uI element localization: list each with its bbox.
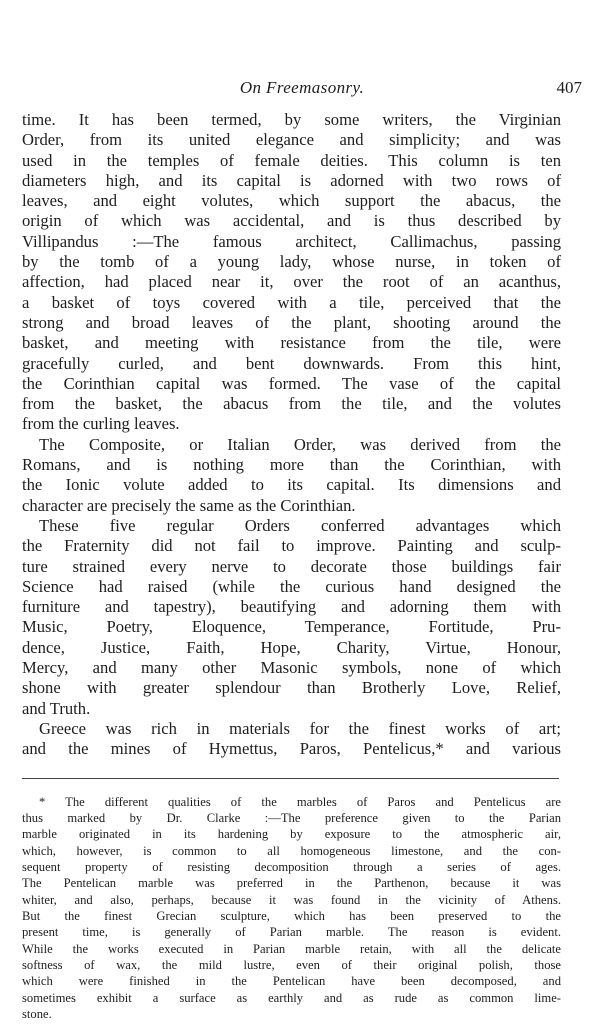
text-line: from the basket, the abacus from the tile, and the volutes — [22, 394, 561, 414]
text-line: and Truth. — [22, 698, 91, 718]
text-line: time. It has been termed, by some writers, the Virginian — [22, 110, 561, 129]
footnote-line: which were finished in the Pentelican have been decomposed, and — [22, 974, 561, 989]
text-line: strong and broad leaves of the plant, shooting around the — [22, 312, 561, 332]
footnote-line: * The different qualities of the marbles of Paros and Pentelicus are — [39, 794, 561, 809]
footnote-line: While the works executed in Parian marble retain, with all the delicate — [22, 941, 561, 956]
footnote-divider — [22, 778, 559, 779]
text-line: ture strained every nerve to decorate those buildings fair — [22, 556, 561, 576]
text-line: basket, and meeting with resistance from the tile, were — [22, 333, 561, 353]
footnote-line: marble originated in its hardening by exposure to the atmospheric air, — [22, 827, 561, 842]
footnote-line: But the finest Grecian sculpture, which has been preserved to the — [22, 908, 561, 923]
body-text — [22, 110, 561, 760]
text-line: from the curling leaves. — [22, 414, 180, 434]
footnote-line: whiter, and also, perhaps, because it was found in the vicinity of Athens. — [22, 892, 561, 907]
footnote-line: thus marked by Dr. Clarke :—The preference given to the Parian — [22, 810, 561, 825]
book-page — [22, 78, 582, 1022]
footnote-line: present time, is generally of Parian marble. The reason is evident. — [22, 925, 561, 940]
text-line: a basket of toys covered with a tile, perceived that the — [22, 292, 561, 312]
text-line: dence, Justice, Faith, Hope, Charity, Virtue, Honour, — [22, 637, 561, 657]
text-line: affection, had placed near it, over the root of an acanthus, — [22, 272, 561, 292]
text-line: Order, from its united elegance and simplicity; and was — [22, 130, 561, 150]
page-number: 407 — [556, 78, 582, 97]
footnote — [22, 794, 561, 1023]
text-line: diameters high, and its capital is adorned with two rows of — [22, 170, 561, 190]
text-line: leaves, and eight volutes, which support the abacus, the — [22, 191, 561, 211]
footnote-line: The Pentelican marble was preferred in the Parthenon, because it was — [22, 876, 561, 891]
text-line: Villipandus :—The famous architect, Callimachus, passing — [22, 231, 561, 251]
text-line: by the tomb of a young lady, whose nurse, in token of — [22, 252, 561, 272]
text-line: These five regular Orders conferred advantages which — [39, 515, 561, 535]
text-line: Mercy, and many other Masonic symbols, none of which — [22, 658, 561, 678]
text-line: Greece was rich in materials for the finest works of art; — [39, 718, 561, 738]
text-line: The Composite, or Italian Order, was derived from the — [39, 434, 561, 454]
text-line: character are precisely the same as the Corinthian. — [22, 495, 356, 515]
footnote-line: which, however, is common to all homogeneous limestone, and the con- — [22, 843, 561, 858]
footnote-line: sequent property of resisting decomposition through a series of ages. — [22, 859, 561, 874]
text-line: Music, Poetry, Eloquence, Temperance, Fortitude, Pru- — [22, 617, 561, 637]
footnote-line: sometimes exhibit a surface as earthly and as rude as common lime- — [22, 990, 561, 1005]
text-line: the Ionic volute added to its capital. Its dimensions and — [22, 475, 561, 495]
text-line: Romans, and is nothing more than the Corinthian, with — [22, 455, 561, 475]
text-line: the Corinthian capital was formed. The vase of the capital — [22, 373, 561, 393]
footnote-line: stone. — [22, 1006, 52, 1021]
text-line: origin of which was accidental, and is thus described by — [22, 211, 561, 231]
running-title: On Freemasonry. — [239, 78, 365, 97]
text-line: gracefully curled, and bent downwards. From this hint, — [22, 353, 561, 373]
text-line: the Fraternity did not fail to improve. Painting and sculp- — [22, 536, 561, 556]
footnote-line: softness of wax, the mild lustre, even of their original polish, those — [22, 957, 561, 972]
text-line: furniture and tapestry), beautifying and adorning them with — [22, 597, 561, 617]
running-head — [22, 78, 582, 102]
text-line: shone with greater splendour than Brotherly Love, Relief, — [22, 678, 561, 698]
text-line: Science had raised (while the curious hand designed the — [22, 576, 561, 596]
text-line: and the mines of Hymettus, Paros, Pentelicus,* and various — [22, 739, 561, 759]
text-line: used in the temples of female deities. This column is ten — [22, 150, 561, 170]
